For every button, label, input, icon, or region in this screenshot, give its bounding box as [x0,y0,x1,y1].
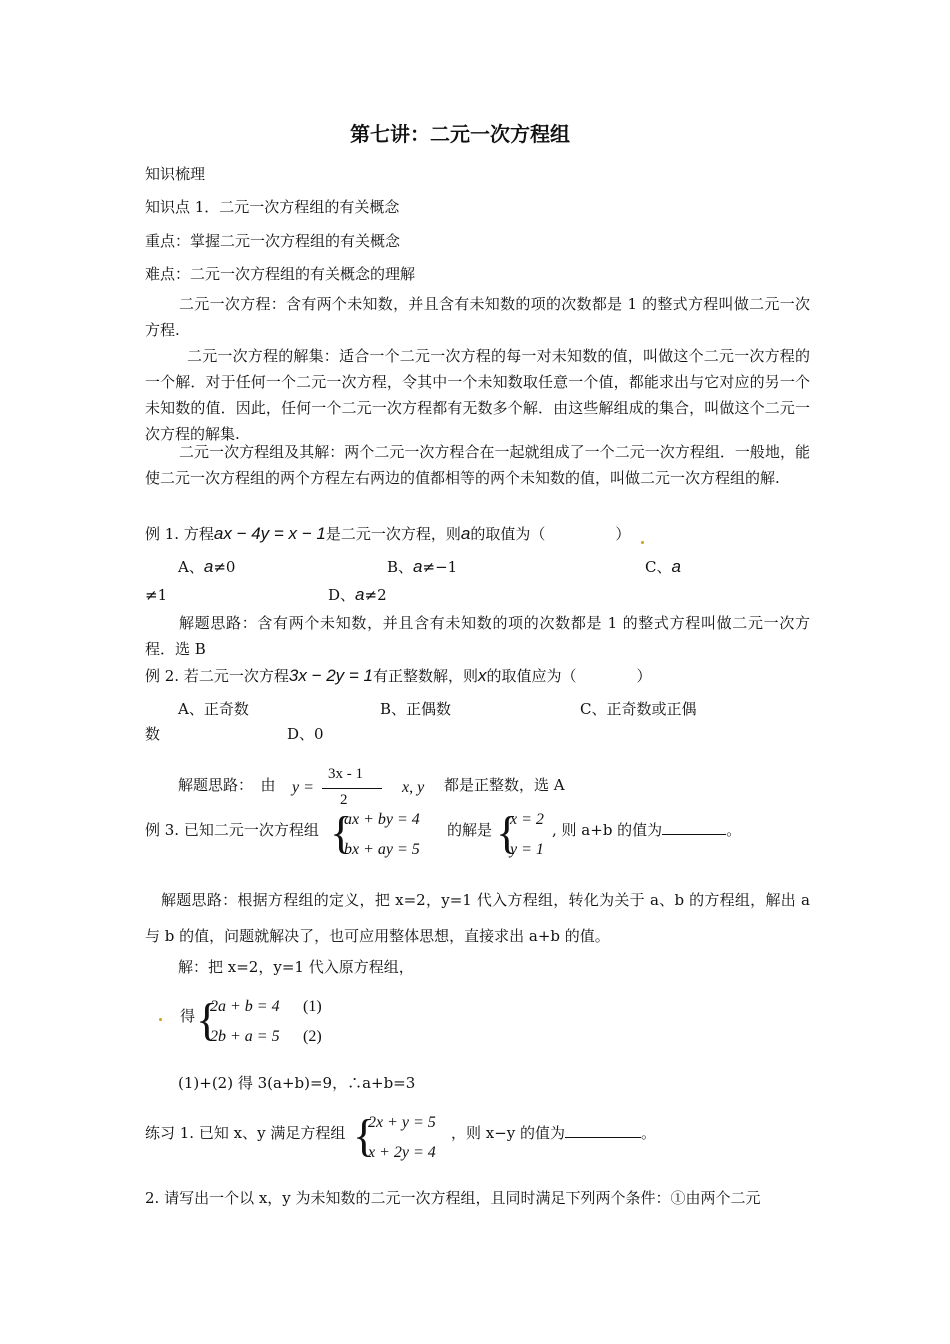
example-1-analysis: 解题思路：含有两个未知数，并且含有未知数的项的次数都是 1 的整式方程叫做二元一次方程．选 B [145,614,810,658]
practice-eq-2: x + 2y = 4 [368,1144,436,1161]
example-3-prefix: 例 3. 已知二元一次方程组 [145,821,319,839]
practice-1-prefix: 练习 1. 已知 x、y 满足方程组 [145,1124,346,1142]
fraction-bar [322,788,382,789]
page-title: 第七讲：二元一次方程组 [350,122,570,146]
stray-mark [159,1018,162,1021]
practice-1-suffix: ，则 x−y 的值为 。 [451,1124,657,1142]
difficulty-point: 难点：二元一次方程组的有关概念的理解 [145,265,416,283]
example-1-equation: ax − 4y = x − 1 [213,524,326,543]
practice-eq-1: 2x + y = 5 [368,1114,436,1131]
derived-eq-1: 2a + b = 4 [210,998,280,1015]
derived-eq-2-number: (2) [303,1028,322,1045]
example-1-option-d: D、a≠2 [328,585,387,604]
definition-equation: 二元一次方程：含有两个未知数，并且含有未知数的项的次数都是 1 的整式方程叫做二元一次方程. [145,295,810,339]
example-1-option-c: C、a [645,557,681,576]
knowledge-point-1: 知识点 1．二元一次方程组的有关概念 [145,198,400,216]
example-2-equation: 3x − 2y = 1 [288,666,373,685]
left-brace-icon: { [330,807,353,858]
example-3-mid: 的解是 [447,821,493,839]
left-brace-icon: { [353,1110,376,1161]
left-brace-icon: { [496,807,519,858]
derived-eq-2: 2b + a = 5 [210,1028,280,1045]
fraction-numerator: 3x - 1 [328,766,363,782]
left-brace-icon: { [196,994,219,1045]
example-2-option-d: D、0 [287,725,324,743]
fraction-denominator: 2 [340,792,348,808]
example-3-result: (1)+(2) 得 3(a+b)=9，∴a+b=3 [178,1074,416,1092]
definition-system: 二元一次方程组及其解：两个二元一次方程合在一起就组成了一个二元一次方程组．一般地，能使二元一次方程组的两个方程左右两边的值都相等的两个未知数的值，叫做二元一次方程组的解. [145,443,810,487]
definition-solution-set: 二元一次方程的解集：适合一个二元一次方程的每一对未知数的值，叫做这个二元一次方程的一个解．对于任何一个二元一次方程，令其中一个未知数取任意一个值，都能求出与它对应的另一个未知数的值．因此，任何一个二元一次方程都有无数多个解．由这些解组成的集合，叫做这个二元一次方程的解集. [145,347,810,443]
example-3-analysis: 解题思路：根据方程组的定义，把 x=2，y=1 代入方程组，转化为关于 a、b 的方程组，解出 a 与 b 的值，问题就解决了，也可应用整体思想，直接求出 a+b 的值。 [145,891,810,945]
example-2-option-b: B、正偶数 [380,700,452,718]
example-1-option-c-tail: ≠1 [145,586,168,604]
example-1-option-b: B、a≠−1 [387,557,458,576]
example-2-option-c-tail: 数 [145,725,161,743]
example-3-suffix: , 则 a+b 的值为 。 [552,821,742,839]
stray-mark [641,541,644,544]
example-1-question: 例 1. 方程ax − 4y = x − 1是二元一次方程，则a的取值为（ ） [145,524,631,543]
section-heading: 知识梳理 [145,165,206,183]
solution-y: y = 1 [510,841,544,858]
example-1-option-a: A、a≠0 [178,557,236,576]
de-label: 得 [180,1007,196,1025]
system-eq-2: bx + ay = 5 [344,841,420,858]
fraction-lhs: y = [292,779,314,796]
example-2-option-c: C、正奇数或正偶 [580,700,697,718]
derived-eq-1-number: (1) [303,998,322,1015]
variables-xy: x, y [402,779,425,796]
key-point: 重点：掌握二元一次方程组的有关概念 [145,232,401,250]
practice-2: 2. 请写出一个以 x，y 为未知数的二元一次方程组，且同时满足下列两个条件：①由两个二元 [145,1189,761,1207]
example-2-analysis-prefix: 解题思路： 由 [178,776,276,794]
example-2-analysis-suffix: 都是正整数，选 A [444,776,565,794]
example-3-solution-intro: 解：把 x=2，y=1 代入原方程组， [178,958,414,976]
system-eq-1: ax + by = 4 [344,811,420,828]
solution-x: x = 2 [510,811,544,828]
example-2-question: 例 2. 若二元一次方程3x − 2y = 1有正整数解，则x的取值应为（ ） [145,666,652,685]
example-2-option-a: A、正奇数 [178,700,249,718]
